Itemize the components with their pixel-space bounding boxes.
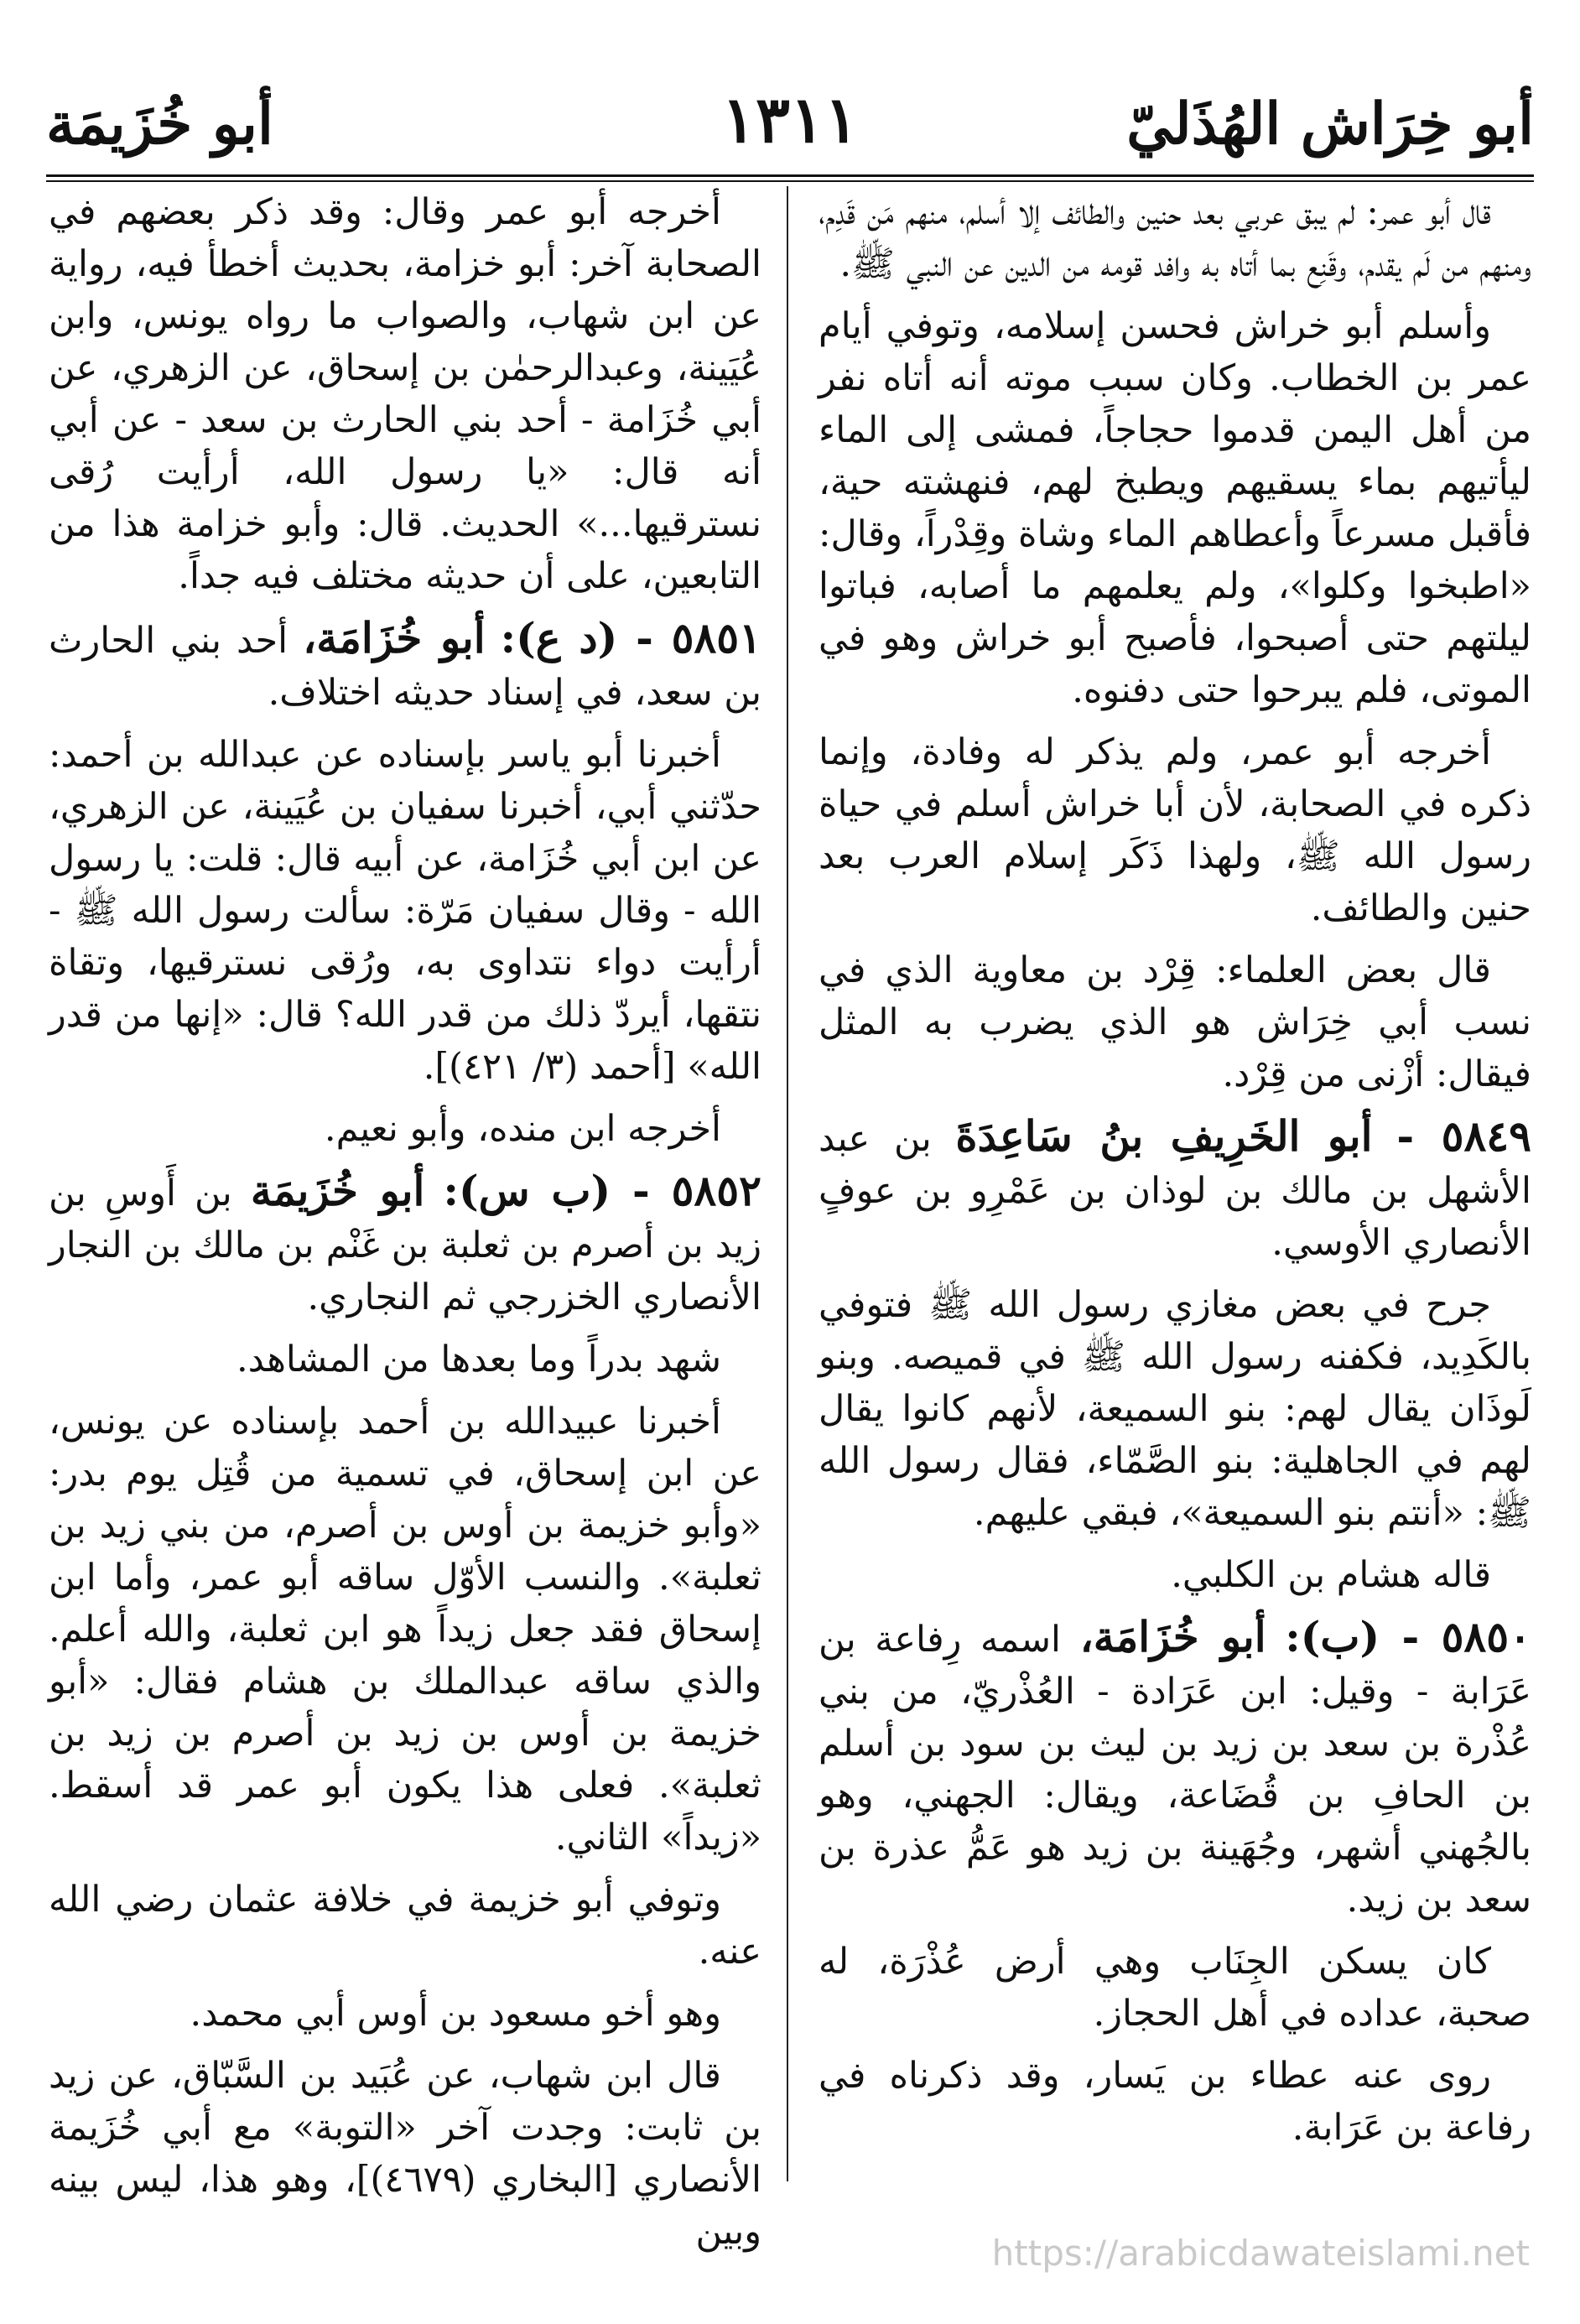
entry-number: ٥٨٥١ - (د ع): [500, 613, 761, 663]
entry-5851 [49, 612, 761, 719]
left-column [49, 186, 761, 2253]
paragraph: قال بعض العلماء: قِرْد بن معاوية الذي في نسب أبي خِرَاش هو الذي يضرب به المثل فيقال: أزْنى من قِرْد. [819, 949, 1531, 1095]
paragraph: وأسلم أبو خراش فحسن إسلامه، وتوفي أيام عمر بن الخطاب. وكان سبب موته أنه أتاه نفر من أهل اليمن قدموا حجاجاً، فمشى إلى الماء ليأتيهم بماء يسقيهم ويطبخ لهم، فنهشته حية، فأقبل مسرعاً وأعطاهم الماء وشاة وقِدْراً، وقال: «اطبخوا وكلوا»، ولم يعلمهم ما أصابه، فباتوا ليلتهم حتى أصبحوا، فأصبح أبو خراش وهو في الموتى، فلم يبرحوا حتى دفنوه. [819, 305, 1531, 711]
paragraph: روى عنه عطاء بن يَسار، وقد ذكرناه في رفاعة بن عَرَابة. [819, 2055, 1531, 2149]
header-rule [46, 174, 1534, 177]
entry-number: ٥٨٥٠ - (ب): [1285, 1612, 1531, 1661]
entry-text: أحد بني الحارث بن سعد، في إسناد حديثه اختلاف. [49, 620, 761, 714]
entry-number: ٥٨٥٢ - (ب س): [443, 1166, 761, 1215]
entry-text: بن أَوسِ بن زيد بن أصرم بن ثعلبة بن غَنْم بن مالك بن النجار الأنصاري الخزرجي ثم النجاري. [49, 1172, 761, 1318]
paragraph: جرح في بعض مغازي رسول الله ﷺ فتوفي بالكَدِيد، فكفنه رسول الله ﷺ في قميصه. وبنو لَوذَان يقال لهم: بنو السميعة، لأنهم كانوا يقال لهم في الجاهلية: بنو الصَّمّاء، فقال رسول الله ﷺ: «أنتم بنو السميعة»، فبقي عليهم. [819, 1284, 1531, 1534]
paragraph: وهو أخو مسعود بن أوس أبي محمد. [190, 1993, 721, 2035]
entry-5849 [819, 1110, 1531, 1269]
paragraph: أخبرنا عبيدالله بن أحمد بإسناده عن يونس، عن ابن إسحاق، في تسمية من قُتِل يوم بدر: «وأبو خزيمة بن أوس بن أصرم، من بني زيد بن ثعلبة». والنسب الأوّل ساقه أبو عمر، وأما ابن إسحاق فقد جعل زيداً هو ابن ثعلبة، والله أعلم. والذي ساقه عبدالملك بن هشام فقال: «أبو خزيمة بن أوس بن زيد بن أصرم بن زيد بن ثعلبة». فعلى هذا يكون أبو عمر قد أسقط. «زيداً» الثاني. [49, 1401, 761, 1859]
entry-name: أبو خُزَيمَة [250, 1166, 425, 1215]
running-title-left: أبو خُزَيمَة [46, 91, 273, 158]
paragraph: أخبرنا أبو ياسر بإسناده عن عبدالله بن أحمد: حدّثني أبي، أخبرنا سفيان بن عُيَينة، عن الزهري، عن ابن أبي خُزَامة، عن أبيه قال: قلت: يا رسول الله - وقال سفيان مَرّة: سألت رسول الله ﷺ - أرأيت دواء نتداوى به، ورُقى نسترقيها، وتقاة نتقها، أيردّ ذلك من قدر الله؟ قال: «إنها من قدر الله» [أحمد (٣/ ٤٢١)]. [49, 734, 761, 1088]
column-divider [787, 186, 788, 2181]
entry-5850 [819, 1611, 1531, 1926]
entry-5852 [49, 1165, 761, 1323]
header-rule-thin [46, 180, 1534, 182]
paragraph: شهد بدراً وما بعدها من المشاهد. [236, 1339, 721, 1380]
right-column [819, 186, 1531, 2182]
entry-name: أبو خُزَامَة، [1079, 1612, 1266, 1661]
page-number: ١٣١١ [721, 82, 859, 157]
paragraph: أخرجه أبو عمر وقال: وقد ذكر بعضهم في الصحابة آخر: أبو خزامة، بحديث أخطأ فيه، رواية عن ابن شهاب، والصواب ما رواه يونس، وابن عُيَينة، وعبدالرحمٰن بن إسحاق، عن الزهري، عن أبي خُزَامة - أحد بني الحارث بن سعد - عن أبي أنه قال: «يا رسول الله، أرأيت رُقى نسترقيها...» الحديث. قال: وأبو خزامة هذا من التابعين، على أن حديثه مختلف فيه جداً. [49, 191, 761, 597]
entry-name: أبو خُزَامَة، [303, 613, 486, 663]
paragraph: أخرجه أبو عمر، ولم يذكر له وفادة، وإنما ذكره في الصحابة، لأن أبا خراش أسلم في حياة رسول الله ﷺ، ولهذا ذَكَر إسلام العرب بعد حنين والطائف. [819, 731, 1531, 929]
paragraph: أخرجه ابن منده، وأبو نعيم. [324, 1108, 721, 1150]
paragraph: قاله هشام بن الكلبي. [1171, 1554, 1491, 1596]
entry-number: ٥٨٤٩ - [1396, 1111, 1532, 1161]
paragraph: قال ابن شهاب، عن عُبَيد بن السَّبّاق، عن زيد بن ثابت: وجدت آخر «التوبة» مع أبي خُزَيمة الأنصاري [البخاري (٤٦٧٩)]، وهو هذا، ليس بينه وبين [49, 2055, 761, 2253]
entry-text: اسمه رِفاعة بن عَرَابة - وقيل: ابن عَرَادة - العُذْريّ، من بني عُذْرة بن سعد بن زيد بن ليث بن سود بن أسلم بن الحافِ بن قُضَاعة، ويقال: الجهني، وهو بالجُهني أشهر، وجُهَينة بن زيد هو عَمُّ عذرة بن سعد بن زيد. [819, 1619, 1531, 1921]
entry-text: بن عبد الأشهل بن مالك بن لوذان بن عَمْرِو بن عوفٍ الأنصاري الأوسي. [819, 1118, 1531, 1264]
paragraph: قال أبو عمر: لم يبق عربي بعد حنين والطائف إلا أسلم، منهم مَن قَدِم، ومنهم من لَم يقدم، وقَنِع بما أتاه به وافد قومه من الدين عن النبي ﷺ. [819, 191, 1531, 285]
paragraph: كان يسكن الجِنَاب وهي أرض عُذْرَة، له صحبة، عداده في أهل الحجاز. [819, 1941, 1531, 2035]
running-title-right: أبو خِرَاش الهُذَليّ [1126, 91, 1534, 158]
page-header [46, 74, 1534, 174]
watermark-url: https://arabicdawateislami.net [991, 2233, 1530, 2274]
entry-name: أبو الخَرِيفِ بنُ سَاعِدَةَ [955, 1111, 1373, 1161]
paragraph: وتوفي أبو خزيمة في خلافة عثمان رضي الله عنه. [49, 1879, 761, 1973]
